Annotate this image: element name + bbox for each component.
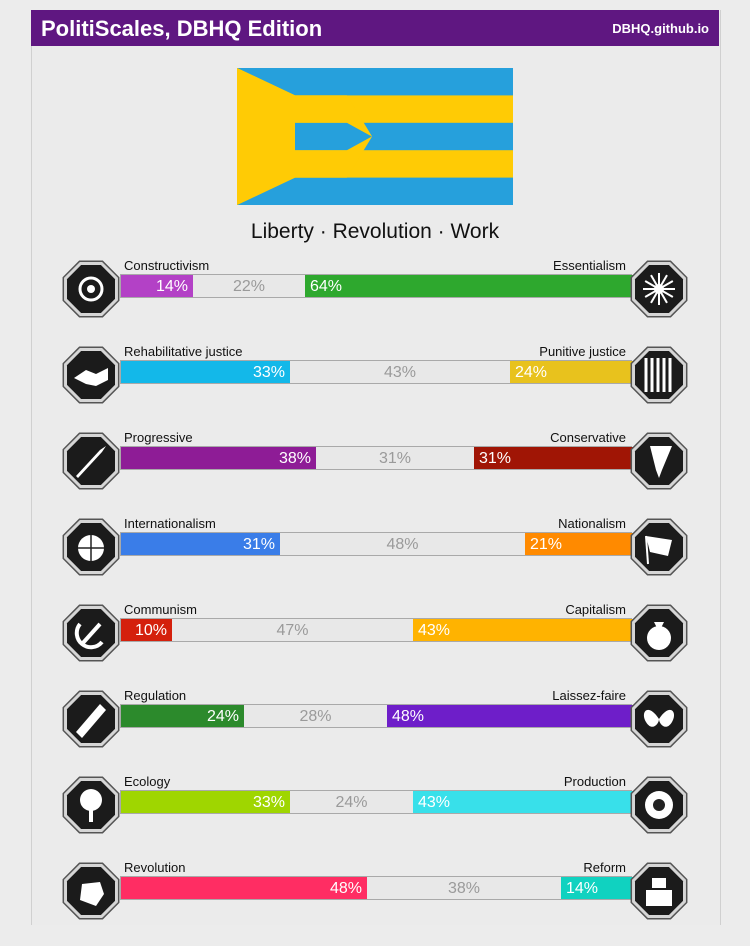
axis-right-segment: 21% — [525, 533, 633, 555]
axis-row — [0, 516, 750, 602]
site-link[interactable]: DBHQ.github.io — [612, 21, 709, 36]
tree-icon — [60, 774, 122, 836]
rocket-icon — [60, 430, 122, 492]
axis-left-segment: 33% — [121, 791, 290, 813]
axis-row — [0, 344, 750, 430]
axis-left-segment: 38% — [121, 447, 316, 469]
axis-left-label: Communism — [124, 602, 197, 617]
butterfly-icon — [628, 688, 690, 750]
app-header — [31, 10, 719, 46]
money-bag-icon — [628, 602, 690, 664]
axis-bar — [120, 360, 632, 384]
axis-right-label: Reform — [583, 860, 626, 875]
axis-left-label: Internationalism — [124, 516, 216, 531]
axis-bar — [120, 446, 632, 470]
axis-left-label: Constructivism — [124, 258, 210, 273]
ideology-motto: Liberty · Revolution · Work — [250, 220, 500, 243]
axis-right-label: Capitalism — [565, 602, 626, 617]
axis-left-segment: 10% — [121, 619, 172, 641]
axis-left-label: Ecology — [124, 774, 171, 789]
axis-left-segment: 14% — [121, 275, 193, 297]
axis-middle-segment: 38% — [447, 880, 481, 897]
axis-row — [0, 774, 750, 860]
axis-right-segment: 48% — [387, 705, 633, 727]
axis-row — [0, 602, 750, 688]
axis-row — [0, 430, 750, 516]
axis-middle-segment: 28% — [299, 708, 332, 725]
ideology-flag — [237, 68, 513, 205]
axis-middle-segment: 47% — [276, 622, 309, 639]
axis-row — [0, 258, 750, 344]
axis-bar — [120, 274, 632, 298]
axis-middle-segment: 43% — [383, 364, 417, 381]
essentialism-flower-icon — [628, 258, 690, 320]
axis-left-segment: 31% — [121, 533, 280, 555]
axis-right-segment: 24% — [510, 361, 633, 383]
axis-left-segment: 48% — [121, 877, 367, 899]
prison-bars-icon — [628, 344, 690, 406]
axis-right-segment: 31% — [474, 447, 633, 469]
axis-right-segment: 43% — [413, 619, 633, 641]
axis-middle-segment: 24% — [335, 794, 368, 811]
fist-icon — [60, 860, 122, 922]
globe-icon — [60, 516, 122, 578]
axis-row — [0, 860, 750, 946]
axis-row — [0, 688, 750, 774]
axis-left-segment: 33% — [121, 361, 290, 383]
axis-right-label: Nationalism — [558, 516, 626, 531]
axis-right-label: Conservative — [550, 430, 626, 445]
axis-middle-segment: 48% — [386, 536, 419, 553]
axis-left-label: Rehabilitative justice — [124, 344, 243, 359]
quill-icon — [628, 430, 690, 492]
axis-bar — [120, 876, 632, 900]
axis-right-segment: 43% — [413, 791, 633, 813]
axis-middle-segment: 22% — [232, 278, 266, 295]
axis-right-segment: 14% — [561, 877, 633, 899]
axis-bar — [120, 618, 632, 642]
gear-icon — [628, 774, 690, 836]
hammer-sickle-icon — [60, 602, 122, 664]
axis-right-label: Laissez-faire — [552, 688, 626, 703]
axis-right-segment: 64% — [305, 275, 633, 297]
flag-icon — [628, 516, 690, 578]
ruler-icon — [60, 688, 122, 750]
axis-left-label: Regulation — [124, 688, 187, 703]
axis-right-label: Punitive justice — [539, 344, 626, 359]
app-title: PolitiScales, DBHQ Edition — [41, 16, 323, 41]
axis-bar — [120, 790, 632, 814]
handshake-icon — [60, 344, 122, 406]
axis-right-label: Essentialism — [553, 258, 626, 273]
axis-left-segment: 24% — [121, 705, 244, 727]
axis-right-label: Production — [563, 774, 626, 789]
axis-middle-segment: 31% — [378, 450, 412, 467]
axis-bar — [120, 532, 632, 556]
axis-bar — [120, 704, 632, 728]
axis-left-label: Revolution — [124, 860, 186, 875]
axis-left-label: Progressive — [124, 430, 193, 445]
ballot-box-icon — [628, 860, 690, 922]
constructivism-eye-icon — [60, 258, 122, 320]
